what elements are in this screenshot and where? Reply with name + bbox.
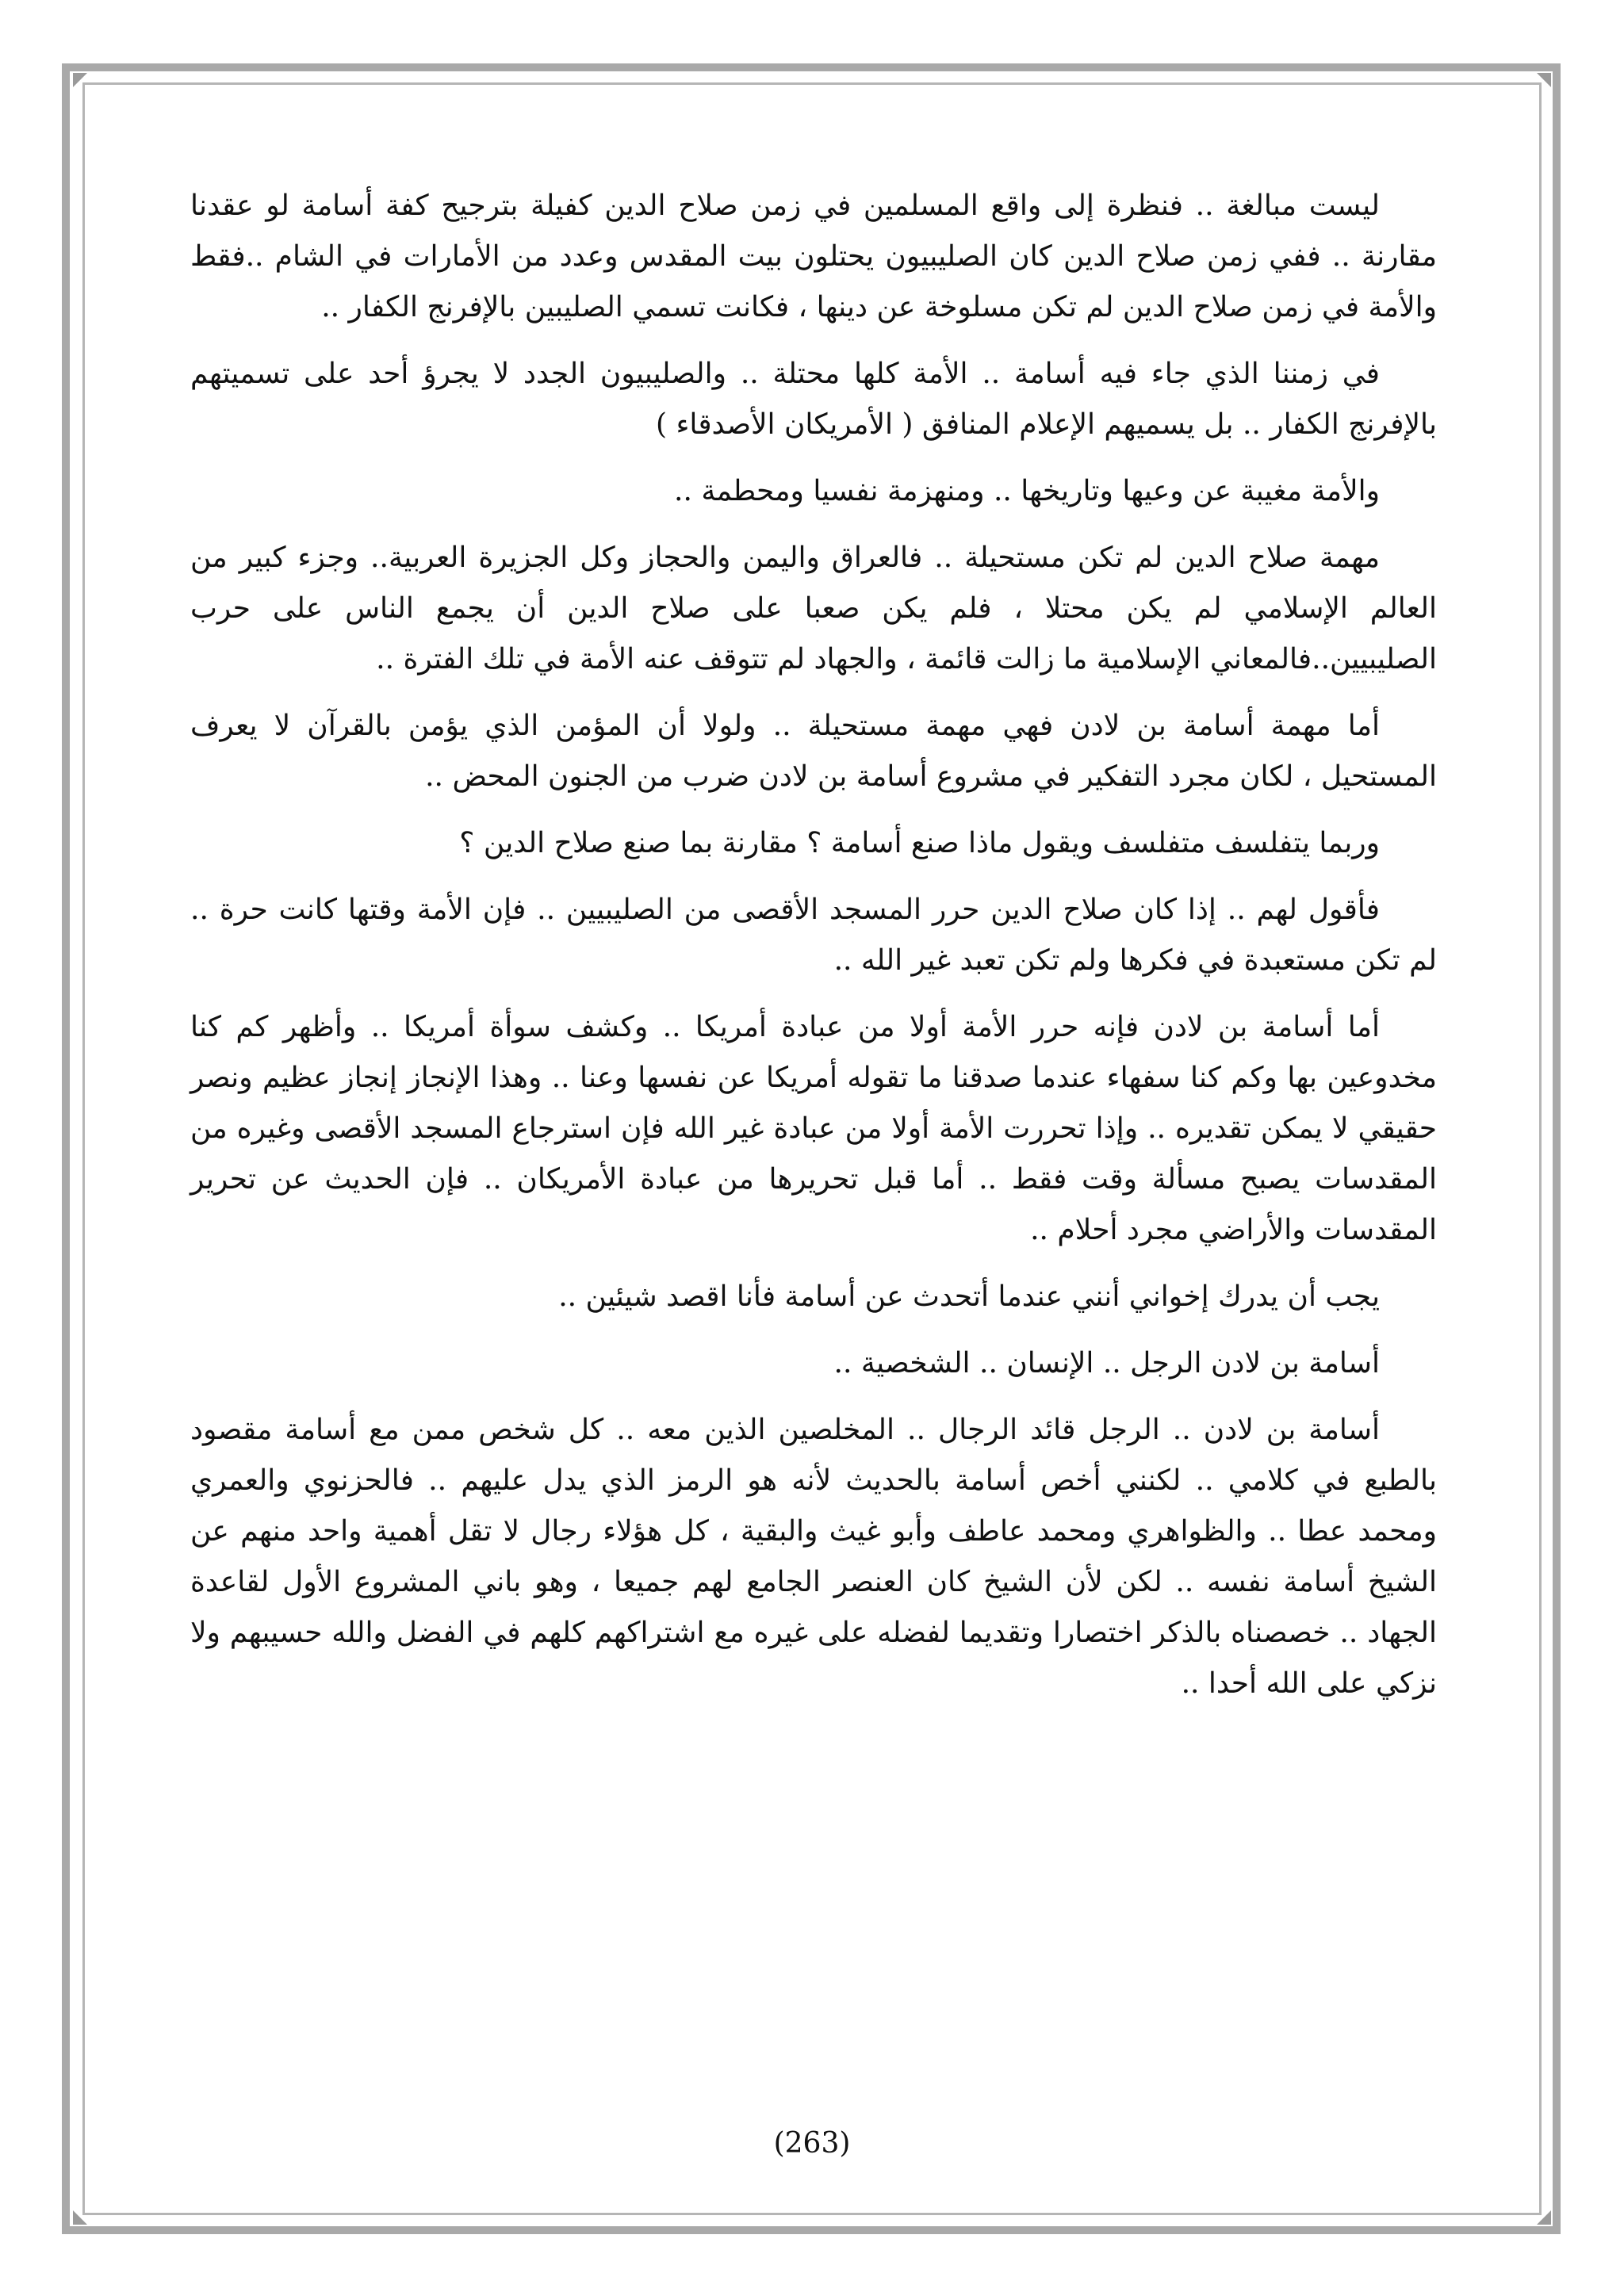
page-number: (263) (773, 2127, 851, 2160)
paragraph-6: وربما يتفلسف متفلسف ويقول ماذا صنع أسامة ؟ مقارنة بما صنع صلاح الدين ؟ (459, 827, 1380, 859)
paragraph-11: أسامة بن لادن .. الرجل قائد الرجال .. المخلصين الذين معه .. كل شخص ممن مع أسامة مقصود بالطبع في كلامي .. لكنني أخص أسامة بالحديث لأنه هو الرمز الذي يدل عليهم .. فالحزنوي والعمري ومحمد عطا .. والظواهري ومحمد عاطف وأبو غيث والبقية ، كل هؤلاء رجال لا تقل أهمية واحد منهم عن الشيخ أسامة نفسه .. لكن لأن الشيخ كان العنصر الجامع لهم جميعا ، وهو باني المشروع الأول لقاعدة الجهاد .. خصصناه بالذكر اختصارا وتقديما لفضله على غيره مع اشتراكهم كلهم في الفضل والله حسيبهم ولا نزكي على الله أحدا .. (190, 1414, 1437, 1700)
corner-ornament-top-right (1537, 73, 1551, 87)
paragraph-7: فأقول لهم .. إذا كان صلاح الدين حرر المسجد الأقصى من الصليبيين .. فإن الأمة وقتها كانت حرة .. لم تكن مستعبدة في فكرها ولم تكن تعبد غير الله .. (190, 894, 1437, 977)
paragraph-1: ليست مبالغة .. فنظرة إلى واقع المسلمين في زمن صلاح الدين كفيلة بترجيح كفة أسامة لو عقدنا مقارنة .. ففي زمن صلاح الدين كان الصليبيون يحتلون بيت المقدس وعدد من الأمارات في الشام ..فقط والأمة في زمن صلاح الدين لم تكن مسلوخة عن دينها ، فكانت تسمي الصليبين بالإفرنج الكفار .. (190, 189, 1437, 323)
paragraph-10: أسامة بن لادن الرجل .. الإنسان .. الشخصية .. (833, 1347, 1380, 1380)
paragraph-2: في زمننا الذي جاء فيه أسامة .. الأمة كلها محتلة .. والصليبيون الجدد لا يجرؤ أحد على تسميتهم بالإفرنج الكفار .. بل يسميهم الإعلام المنافق ( الأمريكان الأصدقاء ) (190, 358, 1437, 441)
corner-ornament-top-left (73, 73, 87, 87)
paragraph-5: أما مهمة أسامة بن لادن فهي مهمة مستحيلة .. ولولا أن المؤمن الذي يؤمن بالقرآن لا يعرف المستحيل ، لكان مجرد التفكير في مشروع أسامة بن لادن ضرب من الجنون المحض .. (190, 710, 1437, 793)
corner-ornament-bottom-right (1537, 2210, 1551, 2225)
paragraph-9: يجب أن يدرك إخواني أنني عندما أتحدث عن أسامة فأنا اقصد شيئين .. (558, 1280, 1380, 1313)
paragraph-8: أما أسامة بن لادن فإنه حرر الأمة أولا من عبادة أمريكا .. وكشف سوأة أمريكا .. وأظهر كم كنا مخدوعين بها وكم كنا سفهاء عندما صدقنا ما تقوله أمريكا عن نفسها وعنا .. وهذا الإنجاز إنجاز عظيم ونصر حقيقي لا يمكن تقديره .. وإذا تحررت الأمة أولا من عبادة غير الله فإن استرجاع المسجد الأقصى وغيره من المقدسات يصبح مسألة وقت فقط .. أما قبل تحريرها من عبادة الأمريكان .. فإن الحديث عن تحرير المقدسات والأراضي مجرد أحلام .. (190, 1011, 1437, 1246)
paragraph-3: والأمة مغيبة عن وعيها وتاريخها .. ومنهزمة نفسيا ومحطمة .. (674, 475, 1380, 507)
corner-ornament-bottom-left (73, 2210, 87, 2225)
paragraph-4: مهمة صلاح الدين لم تكن مستحيلة .. فالعراق واليمن والحجاز وكل الجزيرة العربية.. وجزء كبير من العالم الإسلامي لم يكن محتلا ، فلم يكن صعبا على صلاح الدين أن يجمع الناس على حرب الصليبيين..فالمعاني الإسلامية ما زالت قائمة ، والجهاد لم تتوقف عنه الأمة في تلك الفترة .. (190, 541, 1437, 675)
page-body-text (190, 181, 1437, 1725)
